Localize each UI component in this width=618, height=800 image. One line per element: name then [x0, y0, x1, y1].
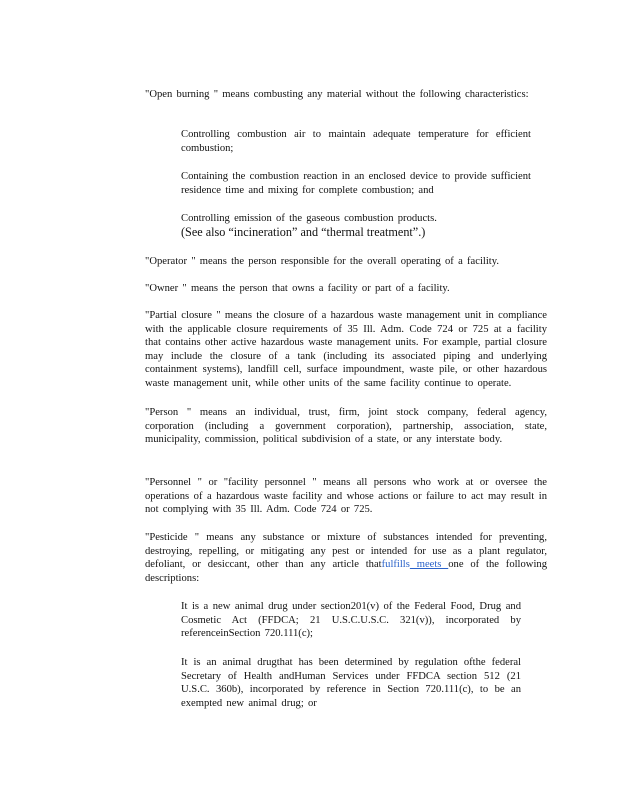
open-burning-item-3-text: Controlling emission of the gaseous combustion products. — [181, 213, 437, 224]
partial-closure-definition: "Partial closure " means the closure of a hazardous waste management unit in compliance with the applicable closure requirements of 35 Ill. Adm. Code 724 or 725 at a facility that contains other active hazardous waste management units. For example, partial closure may include the closure of a tank (including its associated piping and underlying containment systems), landfill cell, surface impoundment, waste pile, or other hazardous waste management unit, while other units of the same facility continue to operate. — [145, 310, 547, 389]
personnel-definition: "Personnel " or "facility personnel " means all persons who work at or oversee the operations of a hazardous waste facility and whose actions or failure to act may result in not complying with 35 Ill. Adm. Code 724 or 725. — [145, 477, 547, 516]
pesticide-text-post: one of the following descriptions: — [145, 559, 547, 584]
open-burning-item-2: Containing the combustion reaction in an enclosed device to provide sufficient residence time and mixing for complete combustion; and — [181, 171, 531, 196]
open-burning-item-1: Controlling combustion air to maintain adequate temperature for efficient combustion; — [181, 129, 531, 154]
operator-definition: "Operator " means the person responsible for the overall operating of a facility. — [145, 256, 499, 267]
person-definition: "Person " means an individual, trust, firm, joint stock company, federal agency, corporation (including a government corporation), partnership, association, state, municipality, commission, political subdivision of a state, or any interstate body. — [145, 407, 547, 446]
pesticide-text-pre: "Pesticide " means any substance or mixture of substances intended for preventing, destroying, repelling, or mitigating any pest or intended for use as a plant regulator, defoliant, or desiccant, other than any article that — [145, 532, 547, 571]
open-burning-definition: "Open burning " means combusting any material without the following characteristics: — [145, 89, 529, 100]
open-burning-item-3 — [181, 212, 531, 239]
pesticide-definition — [145, 531, 547, 585]
deleted-text: meets — [409, 559, 449, 571]
pesticide-item-1: It is a new animal drug under section201(v) of the Federal Food, Drug and Cosmetic Act (FFDCA; 21 U.S.C.U.S.C. 321(v)), incorporated by referenceinSection 720.111(c); — [181, 601, 521, 640]
see-also-note: (See also “incineration” and “thermal treatment”.) — [181, 224, 426, 239]
owner-definition: "Owner " means the person that owns a facility or part of a facility. — [145, 283, 450, 294]
inserted-text: fulfills — [381, 559, 410, 571]
pesticide-item-2: It is an animal drugthat has been determined by regulation ofthe federal Secretary of Health andHuman Services under FFDCA section 512 (21 U.S.C. 360b), incorporated by reference in Section 720.111(c), to be an exempted new animal drug; or — [181, 657, 521, 709]
